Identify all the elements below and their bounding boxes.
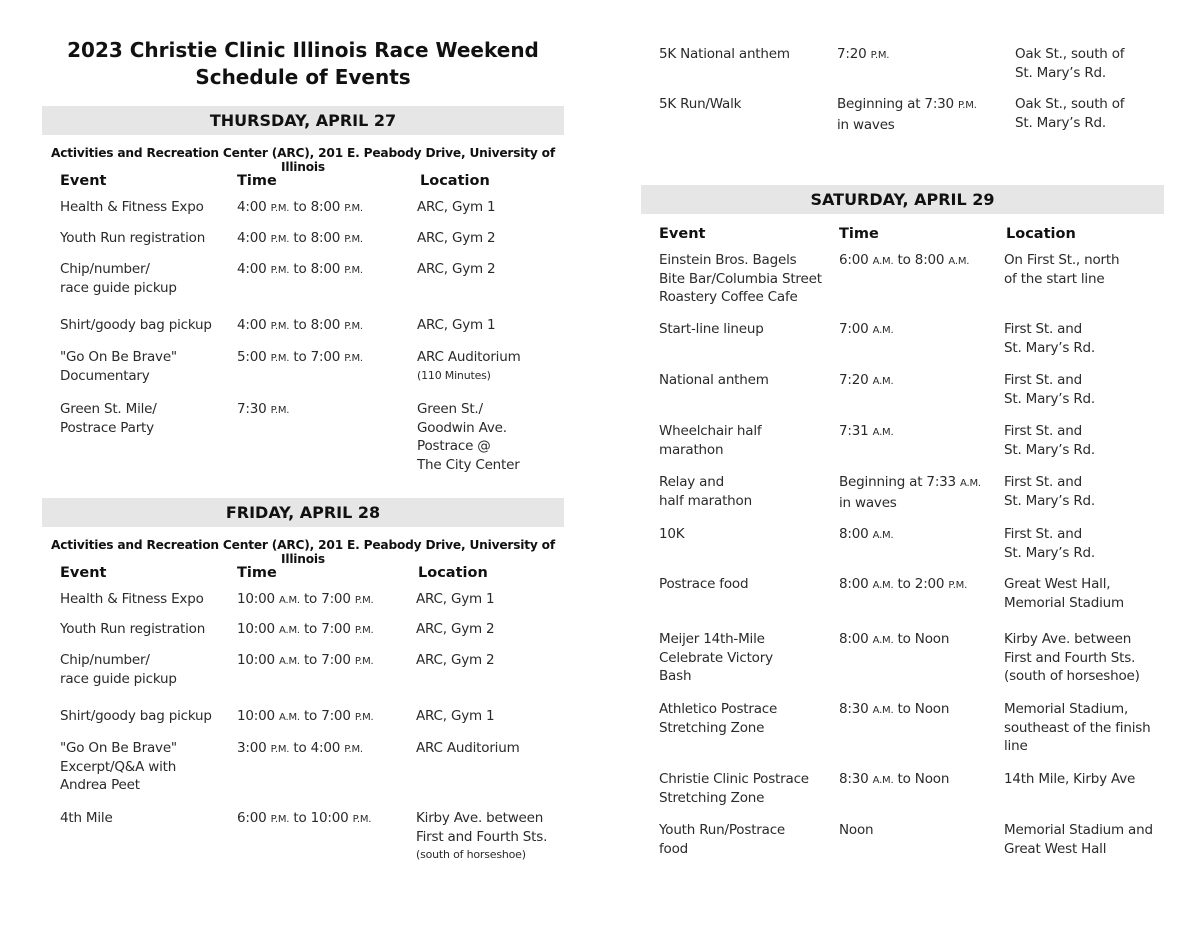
event-text: Shirt/goody bag pickup [60,317,212,333]
event-text: Youth Run/Postrace food [659,822,786,857]
row-event [659,371,769,390]
row-location [417,316,495,335]
left-column [0,0,600,862]
location-text: ARC, Gym 2 [416,621,495,637]
row-location [1015,45,1124,82]
time-text: 3:00 P.M. to 4:00 P.M. [237,740,363,756]
row-time [237,651,373,672]
location-text: ARC, Gym 2 [417,261,496,277]
time-text: 10:00 A.M. to 7:00 P.M. [237,652,374,668]
time-text: 8:00 A.M. to 2:00 P.M. [839,576,968,592]
row-event [659,95,741,114]
row-event [60,707,212,726]
row-event [60,400,157,437]
row-location [1004,525,1095,562]
row-event [60,809,113,828]
time-text: 8:30 A.M. to Noon [839,701,950,717]
row-time [237,809,371,830]
event-text: National anthem [659,372,769,388]
time-text: 10:00 A.M. to 7:00 P.M. [237,591,374,607]
location-text: Green St./ Goodwin Ave. Postrace @ The City Center [417,401,520,473]
row-location [1004,821,1153,858]
time-text: 7:20 A.M. [839,372,894,388]
row-time [237,198,363,219]
row-time [839,251,969,272]
event-text: "Go On Be Brave" Documentary [60,349,177,384]
row-location [1004,371,1095,408]
row-event [659,320,764,339]
column-header-event: Event [60,565,107,581]
location-note: (110 Minutes) [417,368,491,382]
event-text: Youth Run registration [60,230,206,246]
event-text: Green St. Mile/ Postrace Party [60,401,157,436]
row-location [416,590,494,609]
location-text: First St. and St. Mary’s Rd. [1004,372,1095,407]
row-location [1004,422,1095,459]
event-text: Chip/number/ race guide pickup [60,652,177,687]
thursday-venue: Activities and Recreation Center (ARC), 201 E. Peabody Drive, University of Illinois [51,146,555,174]
column-header-event: Event [60,173,107,189]
time-text: Noon [839,822,874,838]
row-location [416,620,494,639]
location-text: First St. and St. Mary’s Rd. [1004,423,1095,458]
time-text: 4:00 P.M. to 8:00 P.M. [237,230,363,246]
column-header-event: Event [659,226,706,242]
location-text: ARC, Gym 2 [417,230,496,246]
row-event [659,45,790,64]
row-time [839,422,893,443]
row-event [659,630,773,686]
location-text: First St. and St. Mary’s Rd. [1004,321,1095,356]
location-note: (south of horseshoe) [416,848,526,861]
saturday-heading: SATURDAY, APRIL 29 [641,185,1164,214]
row-event [659,821,785,858]
row-location [416,739,520,758]
time-text: 6:00 P.M. to 10:00 P.M. [237,810,372,826]
row-location [1004,630,1140,686]
row-time [839,525,893,546]
thursday-heading: THURSDAY, APRIL 27 [42,106,564,135]
location-text: First St. and St. Mary’s Rd. [1004,474,1095,509]
event-text: Health & Fitness Expo [60,199,204,215]
page-title: 2023 Christie Clinic Illinois Race Weekend [67,38,539,62]
location-text: 14th Mile, Kirby Ave [1004,771,1136,787]
column-header-location: Location [418,565,488,581]
time-text: 6:00 A.M. to 8:00 A.M. [839,252,970,268]
event-text: "Go On Be Brave" Excerpt/Q&A with Andrea Peet [60,740,177,793]
event-text: 4th Mile [60,810,113,826]
row-event [60,260,177,297]
time-text: 8:30 A.M. to Noon [839,771,950,787]
row-time [839,770,949,791]
row-time [839,473,981,512]
location-text: ARC, Gym 1 [416,591,495,607]
location-text: ARC Auditorium [417,349,521,365]
location-text: Memorial Stadium and Great West Hall [1004,822,1153,857]
time-text: 10:00 A.M. to 7:00 P.M. [237,708,374,724]
row-location [417,198,495,217]
row-event [659,422,761,459]
location-text: ARC, Gym 1 [417,199,496,215]
row-time [237,620,373,641]
column-header-time: Time [839,226,879,242]
row-time [237,400,289,421]
row-event [659,251,822,307]
row-event [60,348,177,385]
event-text: Youth Run registration [60,621,206,637]
time-text: 8:00 A.M. to Noon [839,631,950,647]
row-location [1004,320,1095,357]
row-time [837,95,977,134]
row-location [417,260,495,279]
time-text: 4:00 P.M. to 8:00 P.M. [237,317,363,333]
event-text: Wheelchair half marathon [659,423,762,458]
row-event [659,770,809,807]
location-text: Kirby Ave. between First and Fourth Sts. [416,810,548,845]
location-text: Great West Hall, Memorial Stadium [1004,576,1124,611]
row-event [659,525,684,544]
event-text: Start-line lineup [659,321,764,337]
time-text: 5:00 P.M. to 7:00 P.M. [237,349,363,365]
event-text: Relay and half marathon [659,474,752,509]
row-location [1004,770,1135,789]
location-text: On First St., north of the start line [1004,252,1120,287]
column-header-location: Location [1006,226,1076,242]
location-text: ARC, Gym 1 [416,708,495,724]
row-time [237,590,373,611]
time-text: 4:00 P.M. to 8:00 P.M. [237,261,363,277]
row-time [237,348,363,369]
row-event [60,198,204,217]
row-event [60,651,177,688]
event-text: 10K [659,526,685,542]
row-location [1004,473,1095,510]
row-location [1004,700,1150,756]
location-text: Oak St., south of St. Mary’s Rd. [1015,46,1125,81]
row-location [416,651,494,670]
location-text: First St. and St. Mary’s Rd. [1004,526,1095,561]
time-text: 7:31 A.M. [839,423,894,439]
row-location [416,707,494,726]
row-time [237,316,363,337]
location-text: Kirby Ave. between First and Fourth Sts. (south of horseshoe) [1004,631,1140,684]
row-event [60,229,205,248]
event-text: 5K Run/Walk [659,96,742,112]
location-text: ARC, Gym 2 [416,652,495,668]
page-subtitle: Schedule of Events [195,65,411,89]
time-text: 10:00 A.M. to 7:00 P.M. [237,621,374,637]
row-time [839,575,967,596]
row-time [839,320,893,341]
location-text: ARC Auditorium [416,740,520,756]
row-event [60,590,204,609]
location-text: Oak St., south of St. Mary’s Rd. [1015,96,1125,131]
time-text: 4:00 P.M. to 8:00 P.M. [237,199,363,215]
row-time [237,739,363,760]
row-location [1004,251,1119,288]
row-time [839,700,949,721]
row-event [659,473,752,510]
event-text: Meijer 14th-Mile Celebrate Victory Bash [659,631,773,684]
row-location [1004,575,1124,612]
event-text: Chip/number/ race guide pickup [60,261,177,296]
column-header-location: Location [420,173,490,189]
row-location [416,809,547,862]
event-text: 5K National anthem [659,46,790,62]
row-location [417,229,495,248]
row-time [237,707,373,728]
time-text: 7:20 P.M. [837,46,890,62]
column-header-time: Time [237,173,277,189]
event-text: Athletico Postrace Stretching Zone [659,701,778,736]
friday-heading: FRIDAY, APRIL 28 [42,498,564,527]
row-time [237,260,363,281]
column-header-time: Time [237,565,277,581]
location-text: ARC, Gym 1 [417,317,496,333]
row-event [60,739,177,795]
row-location [417,348,521,385]
time-text: Beginning at 7:33 A.M. in waves [839,474,981,511]
row-location [417,400,520,474]
row-location [1015,95,1124,132]
row-event [659,575,748,594]
event-text: Einstein Bros. Bagels Bite Bar/Columbia Street Roastery Coffee Cafe [659,252,822,305]
time-text: 8:00 A.M. [839,526,894,542]
event-text: Health & Fitness Expo [60,591,204,607]
row-time [839,630,949,651]
row-event [60,620,205,639]
friday-venue: Activities and Recreation Center (ARC), 201 E. Peabody Drive, University of Illinois [51,538,555,566]
event-text: Christie Clinic Postrace Stretching Zone [659,771,809,806]
row-event [659,700,777,737]
row-time [839,821,873,840]
row-time [839,371,893,392]
event-text: Shirt/goody bag pickup [60,708,212,724]
row-event [60,316,212,335]
time-text: 7:00 A.M. [839,321,894,337]
row-time [837,45,889,66]
time-text: Beginning at 7:30 P.M. in waves [837,96,977,133]
location-text: Memorial Stadium, southeast of the finish line [1004,701,1151,754]
time-text: 7:30 P.M. [237,401,290,417]
event-text: Postrace food [659,576,749,592]
row-time [237,229,363,250]
